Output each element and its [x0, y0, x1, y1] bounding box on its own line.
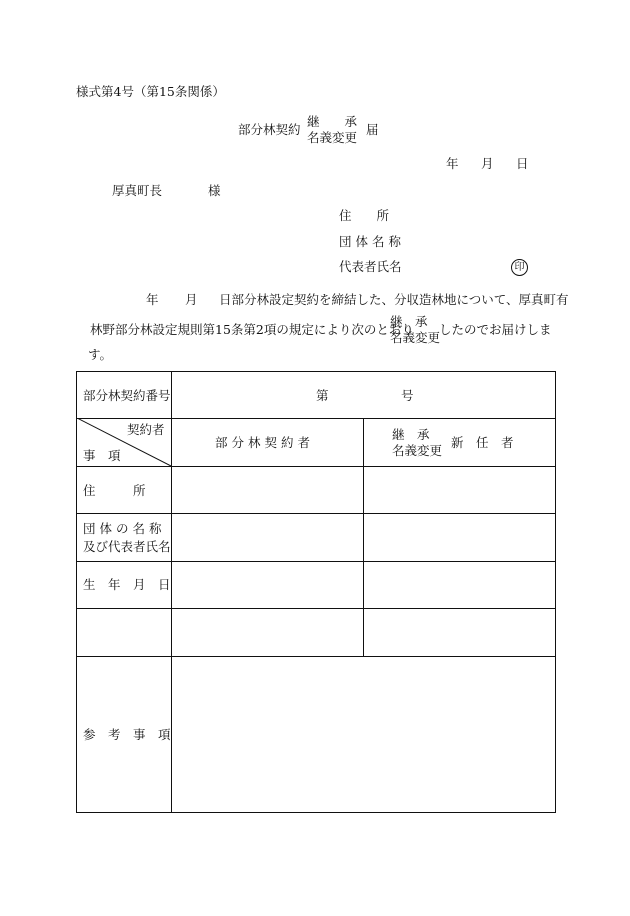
row-remarks-label: 参 考 事 項 — [83, 727, 171, 742]
body-line1: 日部分林設定契約を締結した、分収造林地について、厚真町有 — [219, 292, 569, 307]
col-new-suffix: 新 任 者 — [451, 435, 514, 450]
title-suffix: 届 — [366, 122, 379, 137]
applicant-group-label: 団体名称 — [339, 234, 406, 249]
row-group-label-1: 団体の名称 — [83, 521, 166, 536]
body-stack — [390, 316, 440, 344]
title-stack-bottom: 名義変更 — [307, 129, 358, 145]
body-year: 年 — [146, 292, 159, 307]
date-month: 月 — [481, 156, 494, 171]
contract-number-dai: 第 — [316, 388, 329, 403]
col-current-holder: 部分林契約者 — [215, 435, 315, 450]
date-year: 年 — [446, 156, 459, 171]
date-day: 日 — [516, 156, 529, 171]
seal-icon: 印 — [511, 259, 528, 276]
row-divider — [77, 513, 555, 514]
diag-top-label: 契約者 — [127, 422, 165, 437]
title-stack-top: 継 承 — [307, 114, 358, 129]
col-new-stack-top: 継 承 — [392, 427, 430, 442]
col-new-stack-bottom: 名義変更 — [392, 442, 443, 458]
row-divider — [77, 656, 555, 657]
applicant-rep-label: 代表者氏名 — [339, 259, 402, 274]
body-line3: す。 — [88, 347, 113, 362]
col-divider — [363, 418, 364, 656]
form-number: 様式第4号（第15条関係） — [76, 84, 225, 99]
row-address-label: 住 所 — [83, 483, 146, 498]
applicant-address-label: 住 所 — [339, 208, 390, 223]
body-stack-top: 継 承 — [390, 314, 428, 329]
body-line2-start: 林野部分林設定規則第15条第2項の規定により次のとおり — [90, 322, 414, 337]
title-stack — [307, 116, 357, 144]
contract-number-label: 部分林契約番号 — [83, 388, 171, 403]
col-new-stack — [392, 429, 442, 457]
row-divider — [77, 466, 555, 467]
row-birth-label: 生 年 月 日 — [83, 577, 171, 592]
contract-number-go: 号 — [401, 388, 414, 403]
info-table — [76, 371, 556, 813]
body-line2-end: したのでお届けしま — [439, 322, 552, 337]
addressee-name: 厚真町長 — [112, 183, 163, 198]
diag-bottom-label: 事 項 — [83, 448, 121, 463]
body-month: 月 — [185, 292, 198, 307]
row-group-label-2: 及び代表者氏名 — [83, 539, 171, 554]
title-prefix: 部分林契約 — [238, 122, 301, 137]
body-stack-bottom: 名義変更 — [390, 329, 441, 345]
row-divider — [77, 561, 555, 562]
row-divider — [77, 608, 555, 609]
addressee-honorific: 様 — [208, 183, 221, 198]
